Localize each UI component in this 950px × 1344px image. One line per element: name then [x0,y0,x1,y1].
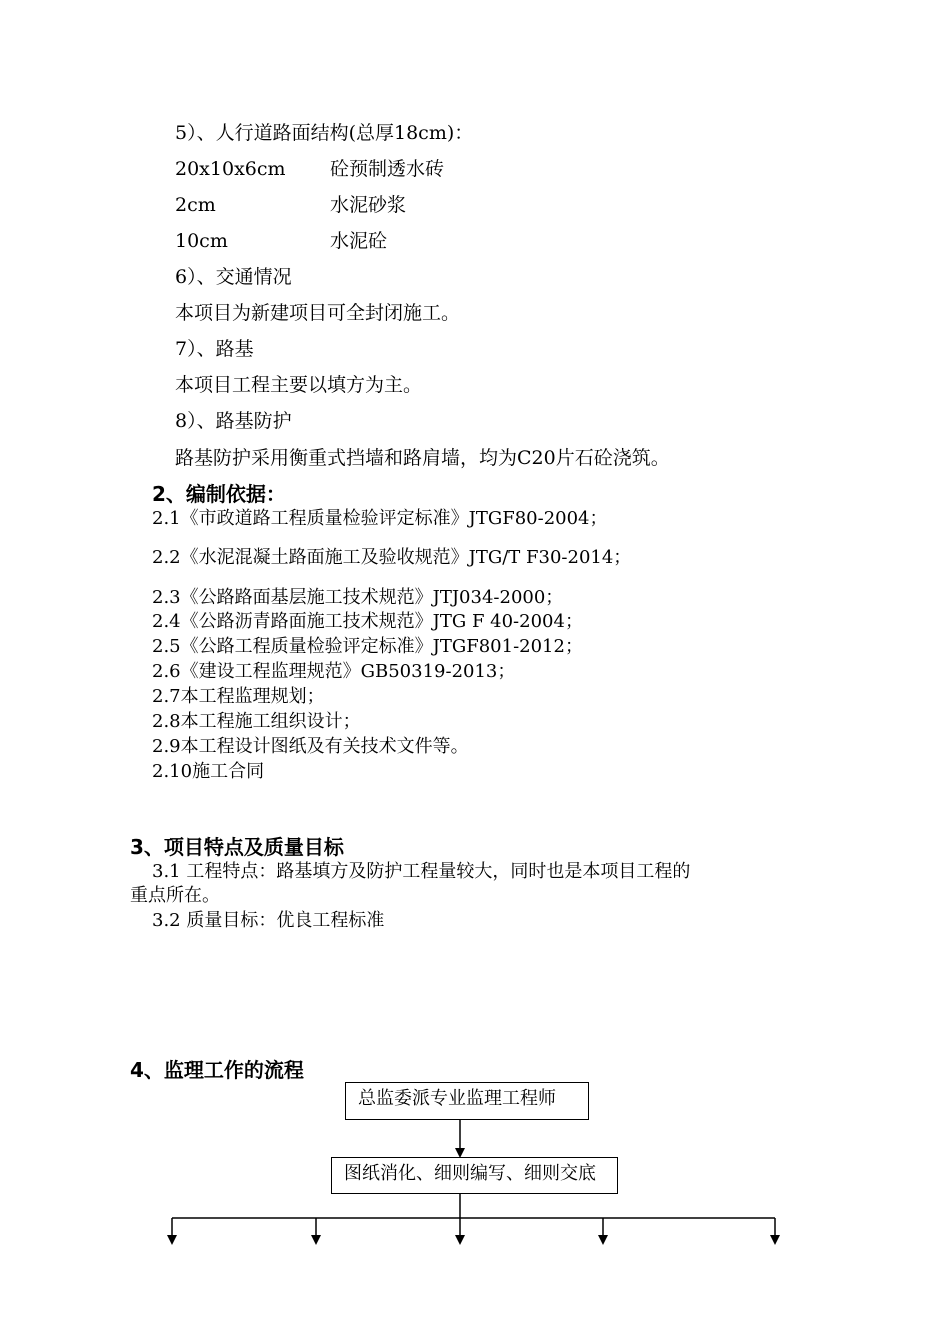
flow-box-label: 总监委派专业监理工程师 [358,1088,556,1109]
reference-item: 2.6《建设工程监理规范》GB50319-2013； [152,661,516,682]
item-8-text: 路基防护采用衡重式挡墙和路肩墙，均为C20片石砼浇筑。 [175,447,670,469]
section-2-heading: 2、编制依据： [152,482,286,506]
section-4-heading: 4、监理工作的流程 [130,1058,304,1082]
item-7-title: 7）、路基 [175,338,254,360]
reference-item: 2.2《水泥混凝土路面施工及验收规范》JTG/T F30-2014； [152,547,632,568]
layer-thickness: 2cm [175,194,216,216]
layer-material: 水泥砂浆 [330,194,407,216]
reference-item: 2.3《公路路面基层施工技术规范》JTJ034-2000； [152,587,564,608]
feature-paragraph-line2: 重点所在。 [130,885,220,906]
flow-box-chief-assigns-engineer [345,1082,589,1120]
item-8-title: 8）、路基防护 [175,410,292,432]
flow-box-drawing-review [331,1157,618,1194]
reference-item: 2.10施工合同 [152,761,265,782]
item-6-text: 本项目为新建项目可全封闭施工。 [175,302,461,324]
flow-box-label: 图纸消化、细则编写、细则交底 [344,1163,596,1184]
reference-item: 2.1《市政道路工程质量检验评定标准》JTGF80-2004； [152,508,608,529]
quality-target: 3.2 质量目标：优良工程标准 [152,910,385,931]
flow-arrow-head [311,1235,321,1245]
reference-item: 2.7本工程监理规划； [152,686,325,707]
flow-arrow-head [455,1235,465,1245]
reference-item: 2.8本工程施工组织设计； [152,711,361,732]
layer-material: 砼预制透水砖 [330,158,445,180]
section-3-heading: 3、项目特点及质量目标 [130,835,344,859]
layer-thickness: 20x10x6cm [175,158,286,180]
feature-paragraph-line1: 3.1 工程特点：路基填方及防护工程量较大，同时也是本项目工程的 [152,861,691,882]
reference-item: 2.4《公路沥青路面施工技术规范》JTG F 40-2004； [152,611,583,632]
reference-item: 2.5《公路工程质量检验评定标准》JTGF801-2012； [152,636,583,657]
flow-arrow-head [598,1235,608,1245]
item-7-text: 本项目工程主要以填方为主。 [175,374,423,396]
layer-material: 水泥砼 [330,230,388,252]
item-6-title: 6）、交通情况 [175,266,292,288]
flow-arrow-head [770,1235,780,1245]
item-5-title: 5）、人行道路面结构(总厚18cm)： [175,122,474,144]
layer-thickness: 10cm [175,230,228,252]
flow-arrow-head [167,1235,177,1245]
reference-item: 2.9本工程设计图纸及有关技术文件等。 [152,736,469,757]
